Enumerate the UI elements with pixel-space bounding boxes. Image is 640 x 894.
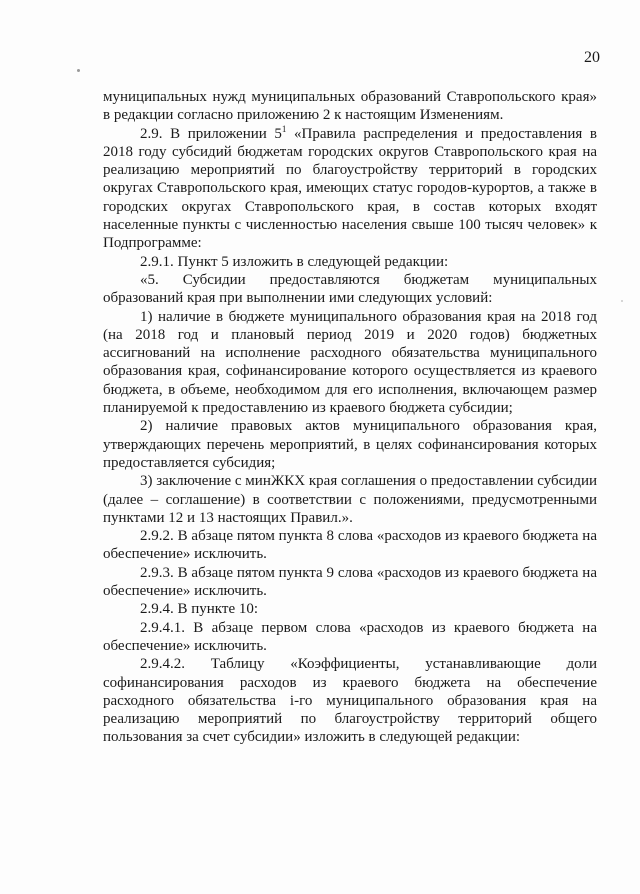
- superscript: 1: [281, 123, 287, 134]
- paragraph-2-9-3: 2.9.3. В абзаце пятом пункта 9 слова «расходов из краевого бюджета на обеспечение» исключить.: [103, 564, 597, 600]
- paragraph-2-9-rest: «Правила распределения и предоставления в 2018 году субсидий бюджетам городских округов Ставропольского края на реализацию мероприятий по благоустройству территорий в городских округах Ставропольского края, имеющих статус городов-курортов, а также в городских округах Ставропольского края, в состав которых входят населенные пункты с численностью населения свыше 100 тысяч человек» к Подпрограмме:: [103, 125, 598, 252]
- paragraph-2-9-4-1: 2.9.4.1. В абзаце первом слова «расходов из краевого бюджета на обеспечение» исключить.: [103, 619, 597, 654]
- paragraph-condition-2: 2) наличие правовых актов муниципального образования края, утверждающих перечень мероприятий, в целях софинансирования которых предоставляется субсидия;: [103, 418, 597, 471]
- paragraph-2-9-1: 2.9.1. Пункт 5 изложить в следующей редакции:: [140, 253, 449, 270]
- paragraph-condition-3: 3) заключение с минЖКХ края соглашения о предоставлении субсидии (далее – соглашение) в соответствии с положениями, предусмотренными пунктами 12 и 13 настоящих Правил.».: [103, 473, 598, 526]
- document-body: [103, 88, 597, 747]
- paragraph-2-9-4-2: 2.9.4.2. Таблицу «Коэффициенты, устанавливающие доли софинансирования расходов из краевого бюджета на обеспечение расходного обязательства i-го муниципального образования края на реализацию мероприятий по благоустройству территорий общего пользования за счет субсидии» изложить в следующей редакции:: [103, 656, 597, 746]
- paragraph-condition-1: 1) наличие в бюджете муниципального образования края на 2018 год (на 2018 год и плановый период 2019 и 2020 годов) бюджетных ассигнований на исполнение расходного обязательства муниципального образования края, софинансирование которого осуществляется из краевого бюджета, в объеме, необходимом для его исполнения, включающем размер планируемой к предоставлению из краевого бюджета субсидии;: [103, 308, 597, 417]
- scan-speck: [621, 300, 623, 302]
- paragraph-continuation: муниципальных нужд муниципальных образований Ставропольского края» в редакции согласно приложению 2 к настоящим Изменениям.: [103, 89, 597, 124]
- paragraph-2-9-2: 2.9.2. В абзаце пятом пункта 8 слова «расходов из краевого бюджета на обеспечение» исключить.: [103, 528, 597, 563]
- paragraph-clause-5: «5. Субсидии предоставляются бюджетам муниципальных образований края при выполнении ими следующих условий:: [103, 271, 597, 307]
- paragraph-2-9-lead: 2.9. В приложении 5: [140, 125, 282, 142]
- page-number: 20: [584, 49, 600, 66]
- paragraph-2-9-4: 2.9.4. В пункте 10:: [140, 601, 259, 618]
- scan-speck: [77, 69, 80, 72]
- paragraph-2-9: [103, 125, 597, 253]
